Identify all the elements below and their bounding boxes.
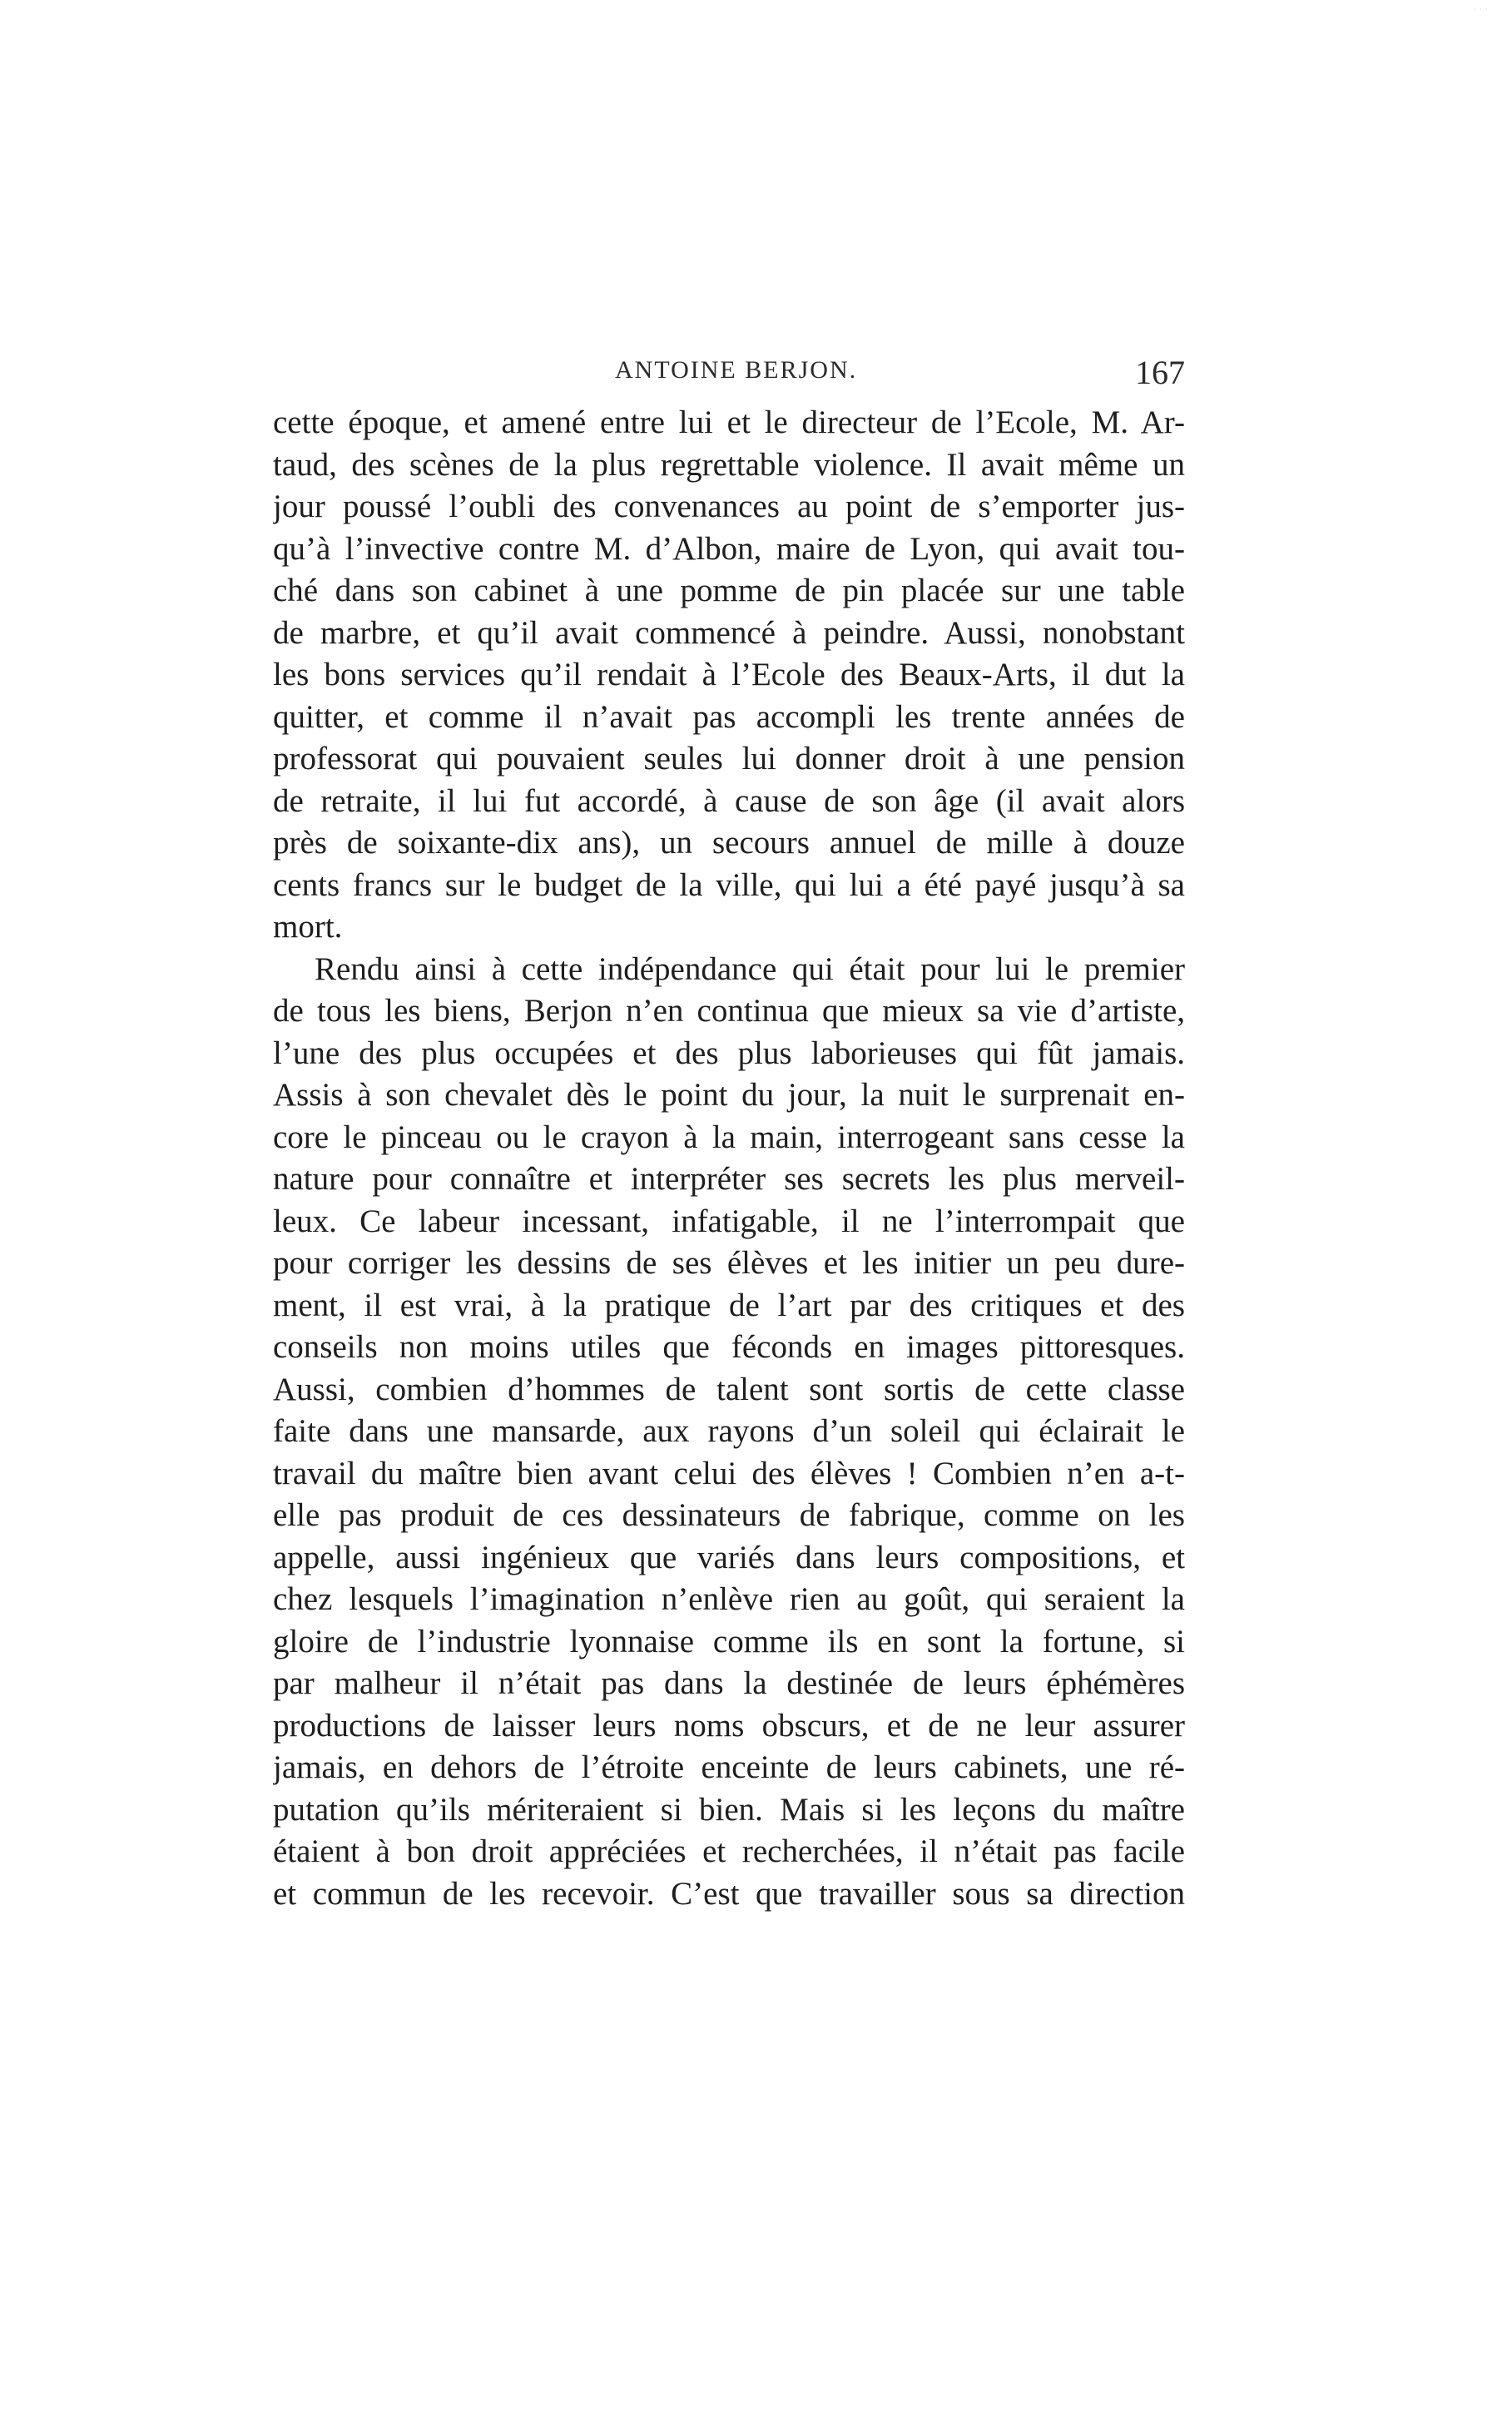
text-line: appelle, aussi ingénieux que variés dans leurs compositions, et: [273, 1539, 1185, 1575]
scan-mark: · · ·: [1473, 5, 1489, 13]
text-line: de tous les biens, Berjon n’en continua que mieux sa vie d’artiste,: [273, 993, 1185, 1029]
text-line: leux. Ce labeur incessant, infatigable, il ne l’interrompait que: [273, 1203, 1185, 1239]
text-line: putation qu’ils mériteraient si bien. Mais si les leçons du maître: [273, 1791, 1185, 1828]
text-line: mort.: [273, 909, 343, 945]
text-line: chez lesquels l’imagination n’enlève rien au goût, qui seraient la: [273, 1581, 1185, 1617]
page-number: 167: [1135, 354, 1185, 391]
body-text: [273, 402, 1185, 1915]
text-line: cette époque, et amené entre lui et le directeur de l’Ecole, M. Ar-: [273, 404, 1185, 440]
text-line: taud, des scènes de la plus regrettable violence. Il avait même un: [273, 446, 1185, 483]
text-line: et commun de les recevoir. C’est que travailler sous sa direction: [273, 1875, 1185, 1912]
text-line-paragraph-start: Rendu ainsi à cette indépendance qui était pour lui le premier: [315, 950, 1185, 987]
text-line: l’une des plus occupées et des plus laborieuses qui fût jamais.: [273, 1034, 1185, 1071]
text-line: ché dans son cabinet à une pomme de pin placée sur une table: [273, 573, 1185, 608]
text-line: professorat qui pouvaient seules lui donner droit à une pension: [273, 741, 1185, 776]
text-line: jour poussé l’oubli des convenances au point de s’emporter jus-: [273, 489, 1185, 524]
text-line: pour corriger les dessins de ses élèves et les initier un peu dure-: [273, 1245, 1185, 1281]
running-head: [273, 353, 1185, 403]
text-line: ment, il est vrai, à la pratique de l’art par des critiques et des: [273, 1287, 1185, 1323]
text-line: près de soixante-dix ans), un secours annuel de mille à douze: [273, 825, 1185, 861]
text-line: cents francs sur le budget de la ville, qui lui a été payé jusqu’à sa: [273, 866, 1185, 903]
text-line: quitter, et comme il n’avait pas accompli les trente années de: [273, 698, 1185, 735]
text-line: étaient à bon droit appréciées et recherchées, il n’était pas facile: [273, 1833, 1185, 1869]
running-title: ANTOINE BERJON.: [615, 356, 858, 384]
text-line: jamais, en dehors de l’étroite enceinte de leurs cabinets, une ré-: [273, 1749, 1185, 1785]
text-line: productions de laisser leurs noms obscurs, et de ne leur assurer: [273, 1707, 1185, 1744]
text-line: de marbre, et qu’il avait commencé à peindre. Aussi, nonobstant: [273, 614, 1185, 651]
text-line: par malheur il n’était pas dans la destinée de leurs éphémères: [273, 1665, 1185, 1701]
text-line: qu’à l’invective contre M. d’Albon, maire de Lyon, qui avait tou-: [273, 530, 1185, 567]
text-line: Aussi, combien d’hommes de talent sont sortis de cette classe: [273, 1371, 1185, 1407]
text-line: les bons services qu’il rendait à l’Ecole des Beaux-Arts, il dut la: [273, 657, 1185, 692]
text-line: elle pas produit de ces dessinateurs de fabrique, comme on les: [273, 1497, 1185, 1533]
text-line: faite dans une mansarde, aux rayons d’un soleil qui éclairait le: [273, 1413, 1185, 1449]
text-line: Assis à son chevalet dès le point du jour, la nuit le surprenait en-: [273, 1077, 1185, 1113]
text-line: conseils non moins utiles que féconds en images pittoresques.: [273, 1329, 1185, 1365]
text-line: core le pinceau ou le crayon à la main, interrogeant sans cesse la: [273, 1119, 1185, 1155]
text-line: gloire de l’industrie lyonnaise comme ils en sont la fortune, si: [273, 1623, 1185, 1660]
text-line: travail du maître bien avant celui des élèves ! Combien n’en a-t-: [273, 1455, 1185, 1491]
text-line: de retraite, il lui fut accordé, à cause de son âge (il avait alors: [273, 782, 1185, 819]
text-line: nature pour connaître et interpréter ses secrets les plus merveil-: [273, 1161, 1185, 1197]
